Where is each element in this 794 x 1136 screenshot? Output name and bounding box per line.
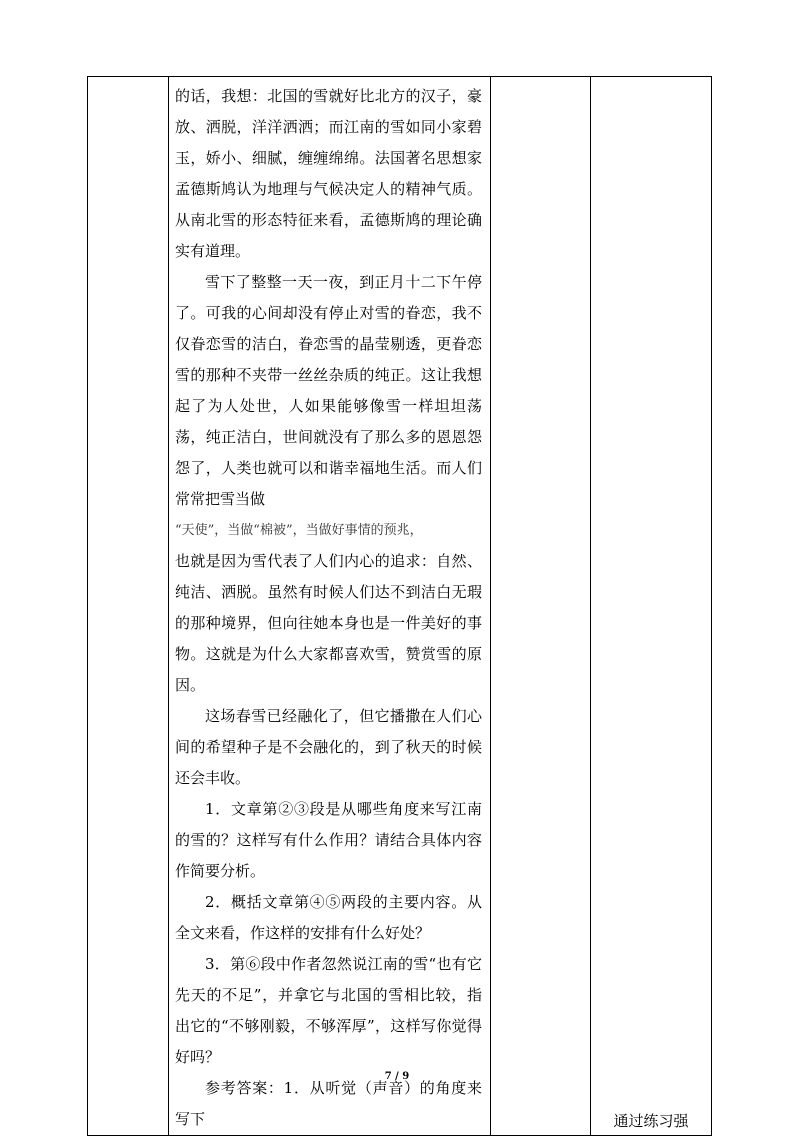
table-cell-left: [88, 77, 169, 1136]
table-cell-activity: [491, 77, 591, 1136]
table-row: [88, 77, 712, 1136]
question-3: 3．第⑥段中作者忽然说江南的雪“也有它先天的不足”，并拿它与北国的雪相比较，指出它的“不够刚毅，不够浑厚”，这样写你觉得好吗？: [175, 955, 482, 1066]
content-block: [169, 77, 490, 1135]
question-1: 1．文章第②③段是从哪些角度来写江南的雪的？这样写有什么作用？请结合具体内容作简要分析。: [175, 800, 482, 880]
paragraph-snow-stop: 雪下了整整一天一夜，到正月十二下午停了。可我的心间却没有停止对雪的眷恋，我不仅眷恋雪的洁白，眷恋雪的晶莹剔透，更眷恋雪的那种不夹带一丝丝杂质的纯正。这让我想起了为人处世，人如果能够像雪一样坦坦荡荡，纯正洁白，世间就没有了那么多的恩恩怨怨了，人类也就可以和谐幸福地生活。而人们常常把雪当做: [175, 273, 482, 508]
paragraph-spring-snow: 这场春雪已经融化了，但它播撒在人们心间的希望种子是不会融化的，到了秋天的时候还会丰收。: [175, 707, 482, 787]
paragraph-quote-line: “天使”，当做“棉被”，当做好事情的预兆，: [175, 523, 423, 538]
side-note: 通过练习强: [613, 1112, 689, 1130]
paragraph-pursuit: 也就是因为雪代表了人们内心的追求：自然、纯洁、洒脱。虽然有时候人们达不到洁白无瑕的那种境界，但向往她本身也是一件美好的事物。这就是为什么大家都喜欢雪，赞赏雪的原因。: [175, 552, 482, 694]
table-cell-content: [169, 77, 491, 1136]
paragraph-continuation: 的话，我想：北国的雪就好比北方的汉子，豪放、洒脱，洋洋洒洒；而江南的雪如同小家碧玉，娇小、细腻，缠缠绵绵。法国著名思想家孟德斯鸠认为地理与气候决定人的精神气质。从南北雪的形态特征来看，孟德斯鸠的理论确实有道理。: [175, 87, 482, 260]
answer-intro: 参考答案：1．从听觉（声音）的角度来写下: [175, 1079, 482, 1128]
lesson-table: [87, 76, 712, 1136]
table-cell-notes: [591, 77, 712, 1136]
question-2: 2．概括文章第④⑤两段的主要内容。从全文来看，作这样的安排有什么好处？: [175, 893, 482, 942]
page-number: 7 / 9: [384, 1071, 410, 1082]
